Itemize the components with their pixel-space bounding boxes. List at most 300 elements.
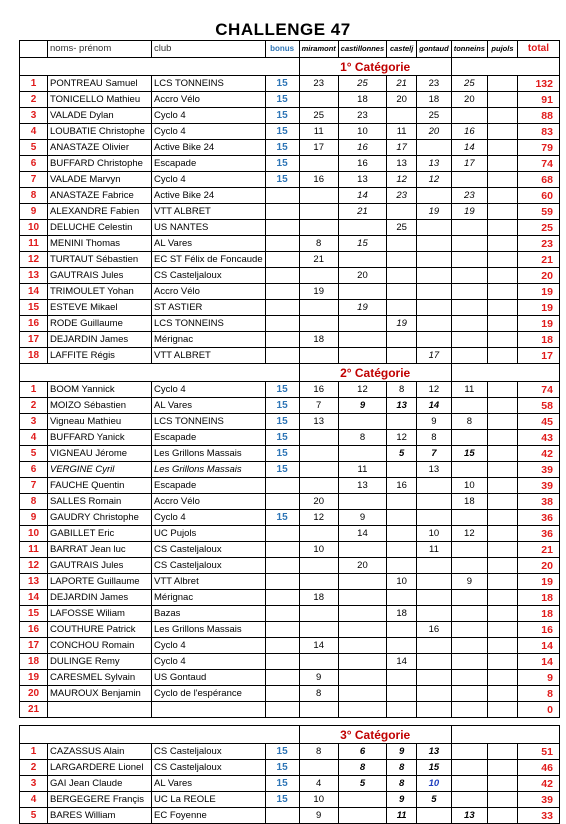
rank-cell: 1: [20, 76, 48, 92]
club-cell: Cyclo 4: [152, 638, 266, 654]
score-cell-pujols: [487, 220, 517, 236]
total-cell: 21: [517, 542, 559, 558]
name-cell: PONTREAU Samuel: [48, 76, 152, 92]
score-cell-pujols: [487, 494, 517, 510]
score-cell-miramont: [299, 478, 338, 494]
score-cell-tonneins: 18: [451, 494, 487, 510]
score-cell-pujols: [487, 776, 517, 792]
score-cell-pujols: [487, 606, 517, 622]
club-cell: Les Grillons Massais: [152, 622, 266, 638]
score-cell-gontaud: [417, 220, 452, 236]
score-cell-miramont: 9: [299, 808, 338, 824]
score-cell-tonneins: [451, 172, 487, 188]
score-cell-tonneins: [451, 252, 487, 268]
score-cell-tonneins: [451, 558, 487, 574]
score-cell-castillonnes: 20: [338, 558, 386, 574]
name-cell: DULINGE Remy: [48, 654, 152, 670]
score-cell-tonneins: 15: [451, 446, 487, 462]
score-cell-castelj: 11: [387, 808, 417, 824]
score-cell-miramont: 7: [299, 398, 338, 414]
bonus-cell: [265, 808, 299, 824]
score-cell-pujols: [487, 76, 517, 92]
category-title: 3° Catégorie: [299, 726, 451, 744]
score-cell-castillonnes: [338, 622, 386, 638]
name-cell: SALLES Romain: [48, 494, 152, 510]
header-race-2: castelj: [387, 41, 417, 58]
score-cell-pujols: [487, 574, 517, 590]
score-cell-miramont: [299, 606, 338, 622]
rank-cell: 16: [20, 316, 48, 332]
score-cell-castillonnes: 25: [338, 76, 386, 92]
club-cell: Cyclo 4: [152, 382, 266, 398]
name-cell: Vigneau Mathieu: [48, 414, 152, 430]
name-cell: BUFFARD Yanick: [48, 430, 152, 446]
bonus-cell: 15: [265, 446, 299, 462]
total-cell: 51: [517, 744, 559, 760]
score-cell-pujols: [487, 398, 517, 414]
name-cell: CARESMEL Sylvain: [48, 670, 152, 686]
club-cell: Active Bike 24: [152, 188, 266, 204]
category-spacer: [451, 726, 559, 744]
table-row: [20, 316, 560, 332]
total-cell: 18: [517, 332, 559, 348]
score-cell-tonneins: 11: [451, 382, 487, 398]
table-row: [20, 220, 560, 236]
table-row: [20, 686, 560, 702]
total-cell: 91: [517, 92, 559, 108]
table-row: [20, 252, 560, 268]
score-cell-miramont: [299, 760, 338, 776]
score-cell-gontaud: 20: [417, 124, 452, 140]
category-title: 1° Catégorie: [299, 58, 451, 76]
score-cell-gontaud: [417, 654, 452, 670]
bonus-cell: 15: [265, 398, 299, 414]
table-row: [20, 414, 560, 430]
score-cell-castillonnes: 23: [338, 108, 386, 124]
score-cell-castelj: 9: [387, 792, 417, 808]
total-cell: 9: [517, 670, 559, 686]
score-cell-tonneins: [451, 744, 487, 760]
table-row: [20, 702, 560, 718]
name-cell: LARGARDERE Lionel: [48, 760, 152, 776]
bonus-cell: [265, 348, 299, 364]
score-cell-castelj: [387, 670, 417, 686]
bonus-cell: 15: [265, 92, 299, 108]
score-cell-tonneins: [451, 702, 487, 718]
score-cell-tonneins: 14: [451, 140, 487, 156]
club-cell: US NANTES: [152, 220, 266, 236]
score-cell-gontaud: [417, 670, 452, 686]
score-cell-castelj: 13: [387, 398, 417, 414]
score-cell-miramont: [299, 316, 338, 332]
rank-cell: 13: [20, 574, 48, 590]
score-cell-miramont: 25: [299, 108, 338, 124]
score-cell-miramont: [299, 188, 338, 204]
score-cell-tonneins: [451, 316, 487, 332]
score-cell-tonneins: [451, 510, 487, 526]
score-cell-castelj: [387, 558, 417, 574]
category-header-row: [20, 364, 560, 382]
score-cell-miramont: [299, 348, 338, 364]
rank-cell: 11: [20, 236, 48, 252]
bonus-cell: [265, 332, 299, 348]
score-cell-gontaud: [417, 316, 452, 332]
header-race-5: pujols: [487, 41, 517, 58]
score-cell-gontaud: 13: [417, 156, 452, 172]
table-row: [20, 172, 560, 188]
score-cell-castelj: 16: [387, 478, 417, 494]
rank-cell: 2: [20, 760, 48, 776]
score-cell-miramont: [299, 156, 338, 172]
name-cell: GAUDRY Christophe: [48, 510, 152, 526]
score-cell-tonneins: [451, 348, 487, 364]
club-cell: AL Vares: [152, 398, 266, 414]
score-cell-pujols: [487, 172, 517, 188]
score-cell-tonneins: 20: [451, 92, 487, 108]
total-cell: 14: [517, 654, 559, 670]
total-cell: 33: [517, 808, 559, 824]
name-cell: VIGNEAU Jérome: [48, 446, 152, 462]
score-cell-gontaud: 5: [417, 792, 452, 808]
score-cell-castelj: [387, 300, 417, 316]
score-cell-castillonnes: [338, 332, 386, 348]
score-cell-miramont: 18: [299, 332, 338, 348]
bonus-cell: 15: [265, 792, 299, 808]
score-cell-tonneins: [451, 638, 487, 654]
score-cell-castillonnes: 14: [338, 526, 386, 542]
score-cell-pujols: [487, 252, 517, 268]
bonus-cell: [265, 670, 299, 686]
table-row: [20, 808, 560, 824]
score-cell-gontaud: 25: [417, 108, 452, 124]
name-cell: GAI Jean Claude: [48, 776, 152, 792]
table-row: [20, 542, 560, 558]
club-cell: Cyclo 4: [152, 172, 266, 188]
score-cell-tonneins: 23: [451, 188, 487, 204]
score-cell-castillonnes: [338, 316, 386, 332]
score-cell-castelj: 12: [387, 430, 417, 446]
bonus-cell: 15: [265, 510, 299, 526]
category-title: 2° Catégorie: [299, 364, 451, 382]
club-cell: CS Casteljaloux: [152, 268, 266, 284]
score-cell-pujols: [487, 430, 517, 446]
table-row: [20, 348, 560, 364]
score-cell-castillonnes: [338, 494, 386, 510]
club-cell: Bazas: [152, 606, 266, 622]
table-row: [20, 140, 560, 156]
score-cell-castelj: [387, 622, 417, 638]
bonus-cell: 15: [265, 760, 299, 776]
rank-cell: 10: [20, 220, 48, 236]
table-row: [20, 204, 560, 220]
club-cell: Mérignac: [152, 332, 266, 348]
club-cell: Les Grillons Massais: [152, 462, 266, 478]
club-cell: Active Bike 24: [152, 140, 266, 156]
bonus-cell: 15: [265, 76, 299, 92]
bonus-cell: 15: [265, 140, 299, 156]
score-cell-castelj: [387, 542, 417, 558]
rank-cell: 10: [20, 526, 48, 542]
bonus-cell: [265, 606, 299, 622]
score-cell-gontaud: 18: [417, 92, 452, 108]
bonus-cell: [265, 494, 299, 510]
total-cell: 39: [517, 792, 559, 808]
score-cell-castillonnes: [338, 542, 386, 558]
name-cell: BERGEGERE Françis: [48, 792, 152, 808]
table-row: [20, 494, 560, 510]
club-cell: UC Pujols: [152, 526, 266, 542]
score-cell-miramont: [299, 462, 338, 478]
rank-cell: 4: [20, 792, 48, 808]
score-cell-miramont: 10: [299, 792, 338, 808]
rank-cell: 3: [20, 414, 48, 430]
table-row: [20, 558, 560, 574]
total-cell: 16: [517, 622, 559, 638]
total-cell: 58: [517, 398, 559, 414]
gap-cell: [20, 718, 560, 726]
score-cell-miramont: [299, 574, 338, 590]
name-cell: DELUCHE Celestin: [48, 220, 152, 236]
name-cell: [48, 702, 152, 718]
name-cell: GABILLET Eric: [48, 526, 152, 542]
score-cell-castelj: [387, 268, 417, 284]
score-cell-miramont: [299, 622, 338, 638]
score-cell-gontaud: 12: [417, 382, 452, 398]
score-cell-castelj: 8: [387, 382, 417, 398]
club-cell: Cyclo 4: [152, 108, 266, 124]
club-cell: ST ASTIER: [152, 300, 266, 316]
score-cell-miramont: [299, 92, 338, 108]
rank-cell: 7: [20, 172, 48, 188]
table-row: [20, 430, 560, 446]
bonus-cell: 15: [265, 462, 299, 478]
score-cell-castillonnes: 13: [338, 478, 386, 494]
table-row: [20, 108, 560, 124]
total-cell: 83: [517, 124, 559, 140]
score-cell-tonneins: [451, 606, 487, 622]
club-cell: Cyclo 4: [152, 124, 266, 140]
score-cell-castillonnes: [338, 590, 386, 606]
score-cell-castillonnes: [338, 606, 386, 622]
name-cell: BARES William: [48, 808, 152, 824]
total-cell: 42: [517, 446, 559, 462]
score-cell-miramont: 17: [299, 140, 338, 156]
total-cell: 39: [517, 462, 559, 478]
club-cell: CS Casteljaloux: [152, 760, 266, 776]
score-cell-castillonnes: [338, 808, 386, 824]
score-cell-gontaud: [417, 300, 452, 316]
bonus-cell: 15: [265, 414, 299, 430]
total-cell: 19: [517, 300, 559, 316]
bonus-cell: [265, 236, 299, 252]
score-cell-castelj: 14: [387, 654, 417, 670]
score-cell-pujols: [487, 542, 517, 558]
name-cell: COUTHURE Patrick: [48, 622, 152, 638]
score-cell-miramont: 9: [299, 670, 338, 686]
score-cell-castillonnes: [338, 284, 386, 300]
score-cell-tonneins: [451, 108, 487, 124]
score-cell-tonneins: 10: [451, 478, 487, 494]
score-cell-miramont: 10: [299, 542, 338, 558]
rank-cell: 13: [20, 268, 48, 284]
score-cell-miramont: 8: [299, 686, 338, 702]
rank-cell: 9: [20, 204, 48, 220]
score-cell-tonneins: 9: [451, 574, 487, 590]
score-cell-castelj: [387, 494, 417, 510]
bonus-cell: [265, 622, 299, 638]
club-cell: LCS TONNEINS: [152, 316, 266, 332]
score-cell-castillonnes: [338, 702, 386, 718]
score-cell-castillonnes: [338, 686, 386, 702]
score-cell-castelj: [387, 236, 417, 252]
table-row: [20, 606, 560, 622]
score-cell-castelj: 11: [387, 124, 417, 140]
score-cell-tonneins: [451, 686, 487, 702]
score-cell-gontaud: [417, 236, 452, 252]
score-cell-miramont: [299, 220, 338, 236]
score-cell-castillonnes: 16: [338, 156, 386, 172]
total-cell: 46: [517, 760, 559, 776]
table-row: [20, 776, 560, 792]
score-cell-tonneins: [451, 590, 487, 606]
rank-cell: 1: [20, 744, 48, 760]
club-cell: CS Casteljaloux: [152, 542, 266, 558]
score-cell-pujols: [487, 446, 517, 462]
score-cell-pujols: [487, 268, 517, 284]
total-cell: 19: [517, 316, 559, 332]
rank-cell: 20: [20, 686, 48, 702]
score-cell-pujols: [487, 526, 517, 542]
bonus-cell: [265, 478, 299, 494]
score-cell-castillonnes: 6: [338, 744, 386, 760]
table-row: [20, 188, 560, 204]
rank-cell: 14: [20, 284, 48, 300]
total-cell: 20: [517, 558, 559, 574]
score-cell-pujols: [487, 332, 517, 348]
score-cell-pujols: [487, 348, 517, 364]
club-cell: Accro Vélo: [152, 284, 266, 300]
bonus-cell: [265, 252, 299, 268]
table-row: [20, 760, 560, 776]
score-cell-castelj: [387, 284, 417, 300]
table-row: [20, 382, 560, 398]
score-cell-miramont: [299, 268, 338, 284]
table-row: [20, 654, 560, 670]
score-cell-pujols: [487, 478, 517, 494]
table-row: [20, 574, 560, 590]
club-cell: LCS TONNEINS: [152, 76, 266, 92]
table-row: [20, 526, 560, 542]
score-cell-castillonnes: 11: [338, 462, 386, 478]
club-cell: Cyclo 4: [152, 510, 266, 526]
score-cell-tonneins: 19: [451, 204, 487, 220]
total-cell: 8: [517, 686, 559, 702]
score-cell-castillonnes: 8: [338, 760, 386, 776]
score-cell-castillonnes: 10: [338, 124, 386, 140]
name-cell: RODE Guillaume: [48, 316, 152, 332]
score-cell-castillonnes: 15: [338, 236, 386, 252]
table-row: [20, 76, 560, 92]
rank-cell: 15: [20, 606, 48, 622]
rank-cell: 4: [20, 124, 48, 140]
rank-cell: 3: [20, 776, 48, 792]
bonus-cell: 15: [265, 744, 299, 760]
score-cell-castelj: 19: [387, 316, 417, 332]
score-cell-gontaud: 14: [417, 398, 452, 414]
score-cell-castillonnes: 5: [338, 776, 386, 792]
rank-cell: 7: [20, 478, 48, 494]
score-cell-castelj: [387, 526, 417, 542]
score-cell-castelj: [387, 638, 417, 654]
table-row: [20, 156, 560, 172]
club-cell: EC ST Félix de Foncaude: [152, 252, 266, 268]
score-cell-tonneins: [451, 300, 487, 316]
score-cell-castelj: [387, 462, 417, 478]
score-cell-castillonnes: [338, 220, 386, 236]
score-cell-castillonnes: [338, 638, 386, 654]
club-cell: VTT ALBRET: [152, 204, 266, 220]
club-cell: Les Grillons Massais: [152, 446, 266, 462]
name-cell: VALADE Dylan: [48, 108, 152, 124]
name-cell: ANASTAZE Olivier: [48, 140, 152, 156]
name-cell: CONCHOU Romain: [48, 638, 152, 654]
score-cell-castillonnes: 20: [338, 268, 386, 284]
score-cell-tonneins: [451, 430, 487, 446]
score-cell-castelj: 17: [387, 140, 417, 156]
score-cell-pujols: [487, 744, 517, 760]
table-row: [20, 124, 560, 140]
category-spacer: [20, 364, 300, 382]
score-cell-castelj: [387, 252, 417, 268]
total-cell: 79: [517, 140, 559, 156]
bonus-cell: [265, 284, 299, 300]
score-cell-gontaud: 19: [417, 204, 452, 220]
club-cell: CS Casteljaloux: [152, 744, 266, 760]
score-cell-castillonnes: [338, 252, 386, 268]
total-cell: 38: [517, 494, 559, 510]
name-cell: MOIZO Sébastien: [48, 398, 152, 414]
score-cell-castillonnes: [338, 348, 386, 364]
table-row: [20, 446, 560, 462]
score-cell-tonneins: [451, 220, 487, 236]
total-cell: 18: [517, 606, 559, 622]
bonus-cell: [265, 526, 299, 542]
score-cell-miramont: 16: [299, 172, 338, 188]
score-cell-castillonnes: 16: [338, 140, 386, 156]
score-cell-miramont: [299, 300, 338, 316]
score-cell-pujols: [487, 156, 517, 172]
score-cell-gontaud: 13: [417, 744, 452, 760]
score-cell-gontaud: 11: [417, 542, 452, 558]
score-cell-pujols: [487, 760, 517, 776]
club-cell: VTT Albret: [152, 574, 266, 590]
header-row: [20, 41, 560, 58]
score-cell-castelj: [387, 510, 417, 526]
score-cell-gontaud: [417, 574, 452, 590]
category-spacer: [20, 726, 300, 744]
bonus-cell: [265, 188, 299, 204]
name-cell: BUFFARD Christophe: [48, 156, 152, 172]
table-row: [20, 300, 560, 316]
score-cell-castelj: 23: [387, 188, 417, 204]
rank-cell: 4: [20, 430, 48, 446]
table-row: [20, 462, 560, 478]
score-cell-pujols: [487, 284, 517, 300]
total-cell: 21: [517, 252, 559, 268]
header-rank-cell: [20, 41, 48, 58]
score-cell-pujols: [487, 622, 517, 638]
total-cell: 42: [517, 776, 559, 792]
